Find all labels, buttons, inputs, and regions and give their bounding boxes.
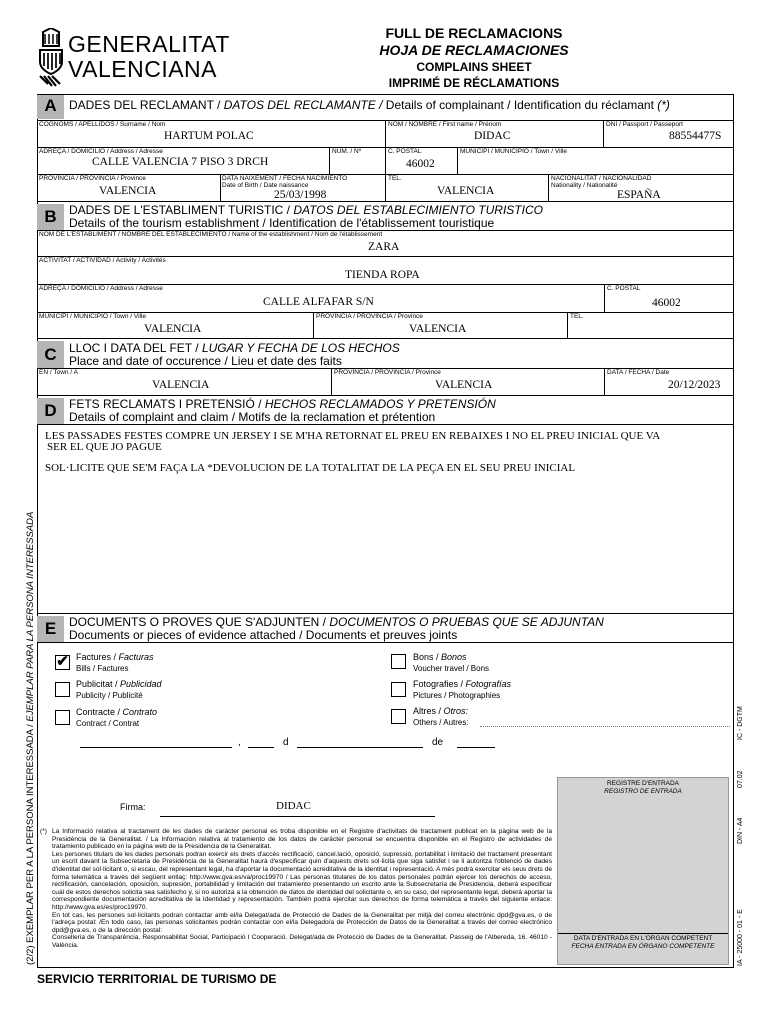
section-e-title: DOCUMENTS O PROVES QUE S'ADJUNTEN / DOCUMENTOS O PRUEBAS QUE SE ADJUNTAN Documents or pieces of evidence attached / Documents et preuves joints bbox=[69, 615, 604, 642]
section-a bbox=[37, 94, 734, 201]
checkbox-contracte[interactable] bbox=[55, 710, 70, 725]
checkbox-fotografies[interactable] bbox=[391, 682, 406, 697]
estab-town-label: MUNICIPI / MUNICIPIO / Town / Ville bbox=[39, 313, 147, 320]
date-year-line[interactable] bbox=[457, 747, 495, 748]
estab-postal-label: C. POSTAL bbox=[607, 285, 641, 292]
signature-label: Firma: bbox=[120, 802, 146, 812]
surname-label: COGNOMS / APELLIDOS / Surname / Nom bbox=[39, 121, 166, 128]
registry-entry-date: DATA D'ENTRADA EN L'ORGAN COMPETENT FECHA ENTRADA EN ÓRGANO COMPETENTE bbox=[558, 933, 728, 951]
signature-field[interactable]: DIDAC bbox=[276, 800, 311, 812]
signature-line bbox=[160, 816, 435, 817]
section-c bbox=[37, 338, 734, 395]
date-sep-d: d bbox=[283, 737, 289, 748]
label-altres: Altres / Otros: Others / Autres: bbox=[413, 706, 469, 727]
num-label: NÚM. / Nº bbox=[332, 148, 362, 155]
checkbox-bons[interactable] bbox=[391, 654, 406, 669]
checkbox-altres[interactable] bbox=[391, 709, 406, 724]
side-form-code: IA - 25000 - 01 - E bbox=[737, 909, 744, 966]
label-bons: Bons / Bonos Voucher travel / Bons bbox=[413, 652, 490, 673]
section-b bbox=[37, 201, 734, 338]
section-a-letter: A bbox=[37, 95, 64, 119]
estab-label: NOM DE L'ESTABLIMENT / NOMBRE DEL ESTABLECIMIENTO / Name of the establishment / Nom de l'établissement bbox=[39, 231, 383, 238]
side-copy-label: (2/2) EXEMPLAR PER A LA PERSONA INTERESSADA / EJEMPLAR PARA LA PERSONA INTERESSADA bbox=[25, 511, 36, 965]
checkbox-publicitat[interactable] bbox=[55, 682, 70, 697]
dni-field[interactable]: 88554477S bbox=[669, 130, 722, 142]
nationality-field[interactable]: ESPAÑA bbox=[617, 189, 661, 201]
town-label: MUNICIPI / MUNICIPIO / Town / Ville bbox=[460, 148, 568, 155]
title-fr: IMPRIMÉ DE RÉCLAMATIONS bbox=[388, 76, 560, 90]
date-month-line[interactable] bbox=[297, 747, 423, 748]
label-fotografies: Fotografies / Fotografías Pictures / Photographies bbox=[413, 679, 512, 700]
dni-label: DNI / Passport / Passeport bbox=[606, 121, 683, 128]
address-label: ADREÇA / DOMICILIO / Address / Adresse bbox=[39, 148, 163, 155]
section-c-letter: C bbox=[37, 341, 64, 368]
address-field[interactable]: CALLE VALENCIA 7 PISO 3 DRCH bbox=[92, 156, 269, 168]
fact-date-label: DATA / FECHA / Date bbox=[607, 369, 670, 376]
label-factures: Factures / Facturas Bills / Factures bbox=[76, 652, 154, 673]
registry-title: REGISTRE D'ENTRADA REGISTRO DE ENTRADA bbox=[604, 780, 682, 795]
section-b-letter: B bbox=[37, 204, 64, 230]
date-place-line[interactable] bbox=[80, 747, 232, 748]
province-field[interactable]: VALENCIA bbox=[99, 185, 157, 197]
complaint-text-line1[interactable]: LES PASSADES FESTES COMPRE UN JERSEY I SE M'HA RETORNAT EL PREU EN REBAIXES I NO EL PREU INICIAL QUE VA bbox=[45, 430, 661, 442]
label-publicitat: Publicitat / Publicidad Publicity / Publicité bbox=[76, 679, 162, 700]
estab-postal-field[interactable]: 46002 bbox=[652, 297, 681, 309]
registry-box bbox=[557, 777, 729, 965]
estab-address-field[interactable]: CALLE ALFAFAR S/N bbox=[263, 296, 374, 308]
label-contracte: Contracte / Contrato Contract / Contrat bbox=[76, 707, 158, 728]
date-sep-de: de bbox=[432, 737, 444, 748]
estab-town-field[interactable]: VALENCIA bbox=[144, 323, 202, 335]
gva-logo bbox=[38, 28, 230, 88]
province-label: PROVÍNCIA / PROVINCIA / Province bbox=[39, 175, 146, 182]
tel-field[interactable]: VALENCIA bbox=[437, 185, 495, 197]
activity-label: ACTIVITAT / ACTIVIDAD / Activity / Activités bbox=[39, 257, 166, 264]
fact-date-field[interactable]: 20/12/2023 bbox=[668, 379, 721, 391]
tel-label: TEL. bbox=[388, 175, 402, 182]
estab-tel-label: TEL. bbox=[570, 313, 584, 320]
title-es: HOJA DE RECLAMACIONES bbox=[379, 42, 569, 58]
footnote: (*) La Informació relativa al tractament de les dades de caràcter personal es troba disponible en el Registre d'activitats de tractament publicat en la pàgina web de la Presidència de la Generalitat. / La Información relativa al tratamiento de los datos de carácter personal se encuentra disponible en el Registro de actividades de tratamiento publicado en la página web de la Presidencia de la Generalitat. Les persones titulars de les dades personals podran exercir els drets d'accés rectificació, cancel.lació, oposició, supressió, portabilitat i limitació del tractament presentant un escrit davant la Subsecretaria de Presidència de la Generalitat haurà d'especificar quin d'aquests drets sol·licita que siga satisfet i se li autoritza l'obtenció de dades d'identitat del sol·licitant o, si escau, del representant legal, ha d'aportar la documentació acreditativa de la identitat i representació. A més podrà exercitar els seus drets de forma telemàtica a través del següent enllaç: http://www.gva.es/va/proc19970 / Las personas titulares de los datos personales podrán ejercer los derechos de acceso, rectificación, cancelación, oposición, supresión, portabilidad y limitación del tratamiento presentando un escrito ante la Subsecretaría de Presidencia, deberá especificar cuál de estos derechos solicita sea satisfecho y, si no autoriza a la obtención de datos de identidad del solicitante o, en su caso, del representante legal, deberá aportar la correspondiente documentación acreditativa de la identidad y representación. También podrá ejercitar sus derechos de forma telemática a través del siguiente enlace: http://www.gva.es/es/proc19970. En tot cas, les persones sol·licitants podran contactar amb el/la Delegat/ada de Protecció de Dades de la Generalitat per mitjà del correu electrònic dpd@gva.es, o de l'adreça postal: /En todo caso, las personas solicitantes podrán contactar con el/la Delegado/a de Protección de Datos de la Generalitat a través del correo electrónico dpd@gva.es, o de la dirección postal: Conselleria de Transparència, Responsabilitat Social, Participació I Cooperació. Delegat/ada de Protecció de Dades de la Generalitat. Passeig de l'Albereda, 16. 46010 - València. bbox=[40, 828, 552, 949]
side-din: DIN - A4 bbox=[737, 817, 744, 844]
section-c-title: LLOC I DATA DEL FET / LUGAR Y FECHA DE LOS HECHOS Place and date of occurence / Lieu et date des faits bbox=[69, 341, 400, 368]
footer-service: SERVICIO TERRITORIAL DE TURISMO DE bbox=[37, 972, 277, 986]
title-ca: FULL DE RECLAMACIONS bbox=[385, 25, 563, 41]
nationality-label: NACIONALITAT / NACIONALIDAD Nationality / Nationalité bbox=[551, 175, 652, 189]
section-d-letter: D bbox=[37, 398, 64, 424]
checkbox-factures[interactable]: ✔ bbox=[56, 653, 69, 670]
section-a-title: DADES DEL RECLAMANT / DATOS DEL RECLAMANTE / Details of complainant / Identification du réclamant (*) bbox=[69, 98, 670, 112]
gva-emblem-icon bbox=[38, 28, 64, 88]
activity-field[interactable]: TIENDA ROPA bbox=[345, 269, 420, 281]
estab-field[interactable]: ZARA bbox=[368, 241, 400, 253]
section-d-title: FETS RECLAMATS I PRETENSIÓ / HECHOS RECLAMADOS Y PRETENSIÓN Details of complaint and claim / Motifs de la reclamation et prétention bbox=[69, 397, 496, 424]
title-en: COMPLAINS SHEET bbox=[416, 60, 532, 74]
logo-text-line2: VALENCIANA bbox=[68, 56, 218, 82]
side-date: 07.02 bbox=[737, 770, 744, 788]
birth-field[interactable]: 25/03/1998 bbox=[274, 189, 327, 201]
postal-label: C. POSTAL bbox=[388, 148, 422, 155]
section-e-letter: E bbox=[37, 616, 64, 642]
date-day-line[interactable] bbox=[248, 747, 274, 748]
complaint-text-3[interactable]: SOL·LICITE QUE SE'M FAÇA LA *DEVOLUCION DE LA TOTALITAT DE LA PEÇA EN EL SEU PREU INICIAL bbox=[45, 462, 576, 474]
fact-town-label: EN / Town / A bbox=[39, 369, 78, 376]
logo-text-line1: GENERALITAT bbox=[68, 31, 230, 57]
date-sep-comma: , bbox=[238, 737, 241, 748]
surname-field[interactable]: HARTUM POLAC bbox=[164, 130, 254, 142]
side-ic: IC - DGTM bbox=[737, 706, 744, 740]
form-title bbox=[340, 25, 608, 91]
estab-province-label: PROVÍNCIA / PROVINCIA / Province bbox=[316, 313, 423, 320]
altres-line[interactable] bbox=[480, 726, 730, 727]
fact-province-field[interactable]: VALENCIA bbox=[435, 379, 493, 391]
fact-province-label: PROVÍNCIA / PROVINCIA / Province bbox=[334, 369, 441, 376]
estab-province-field[interactable]: VALENCIA bbox=[409, 323, 467, 335]
section-b-title: DADES DE L'ESTABLIMENT TURISTIC / DATOS DEL ESTABLECIMIENTO TURISTICO Details of the tourism establishment / Identification de l'établissement touristique bbox=[69, 203, 543, 230]
estab-address-label: ADREÇA / DOMICILIO / Address / Adresse bbox=[39, 285, 163, 292]
section-d bbox=[37, 395, 734, 613]
name-field[interactable]: DIDAC bbox=[474, 130, 511, 142]
birth-label: DATA NAIXEMENT / FECHA NACIMIENTO Date of Birth / Date naissance bbox=[222, 175, 348, 189]
complaint-text-line2[interactable]: SER EL QUE JO PAGUE bbox=[47, 441, 162, 453]
fact-town-field[interactable]: VALENCIA bbox=[152, 379, 210, 391]
postal-field[interactable]: 46002 bbox=[406, 158, 435, 170]
name-label: NOM / NOMBRE / First name / Prénom bbox=[388, 121, 502, 128]
